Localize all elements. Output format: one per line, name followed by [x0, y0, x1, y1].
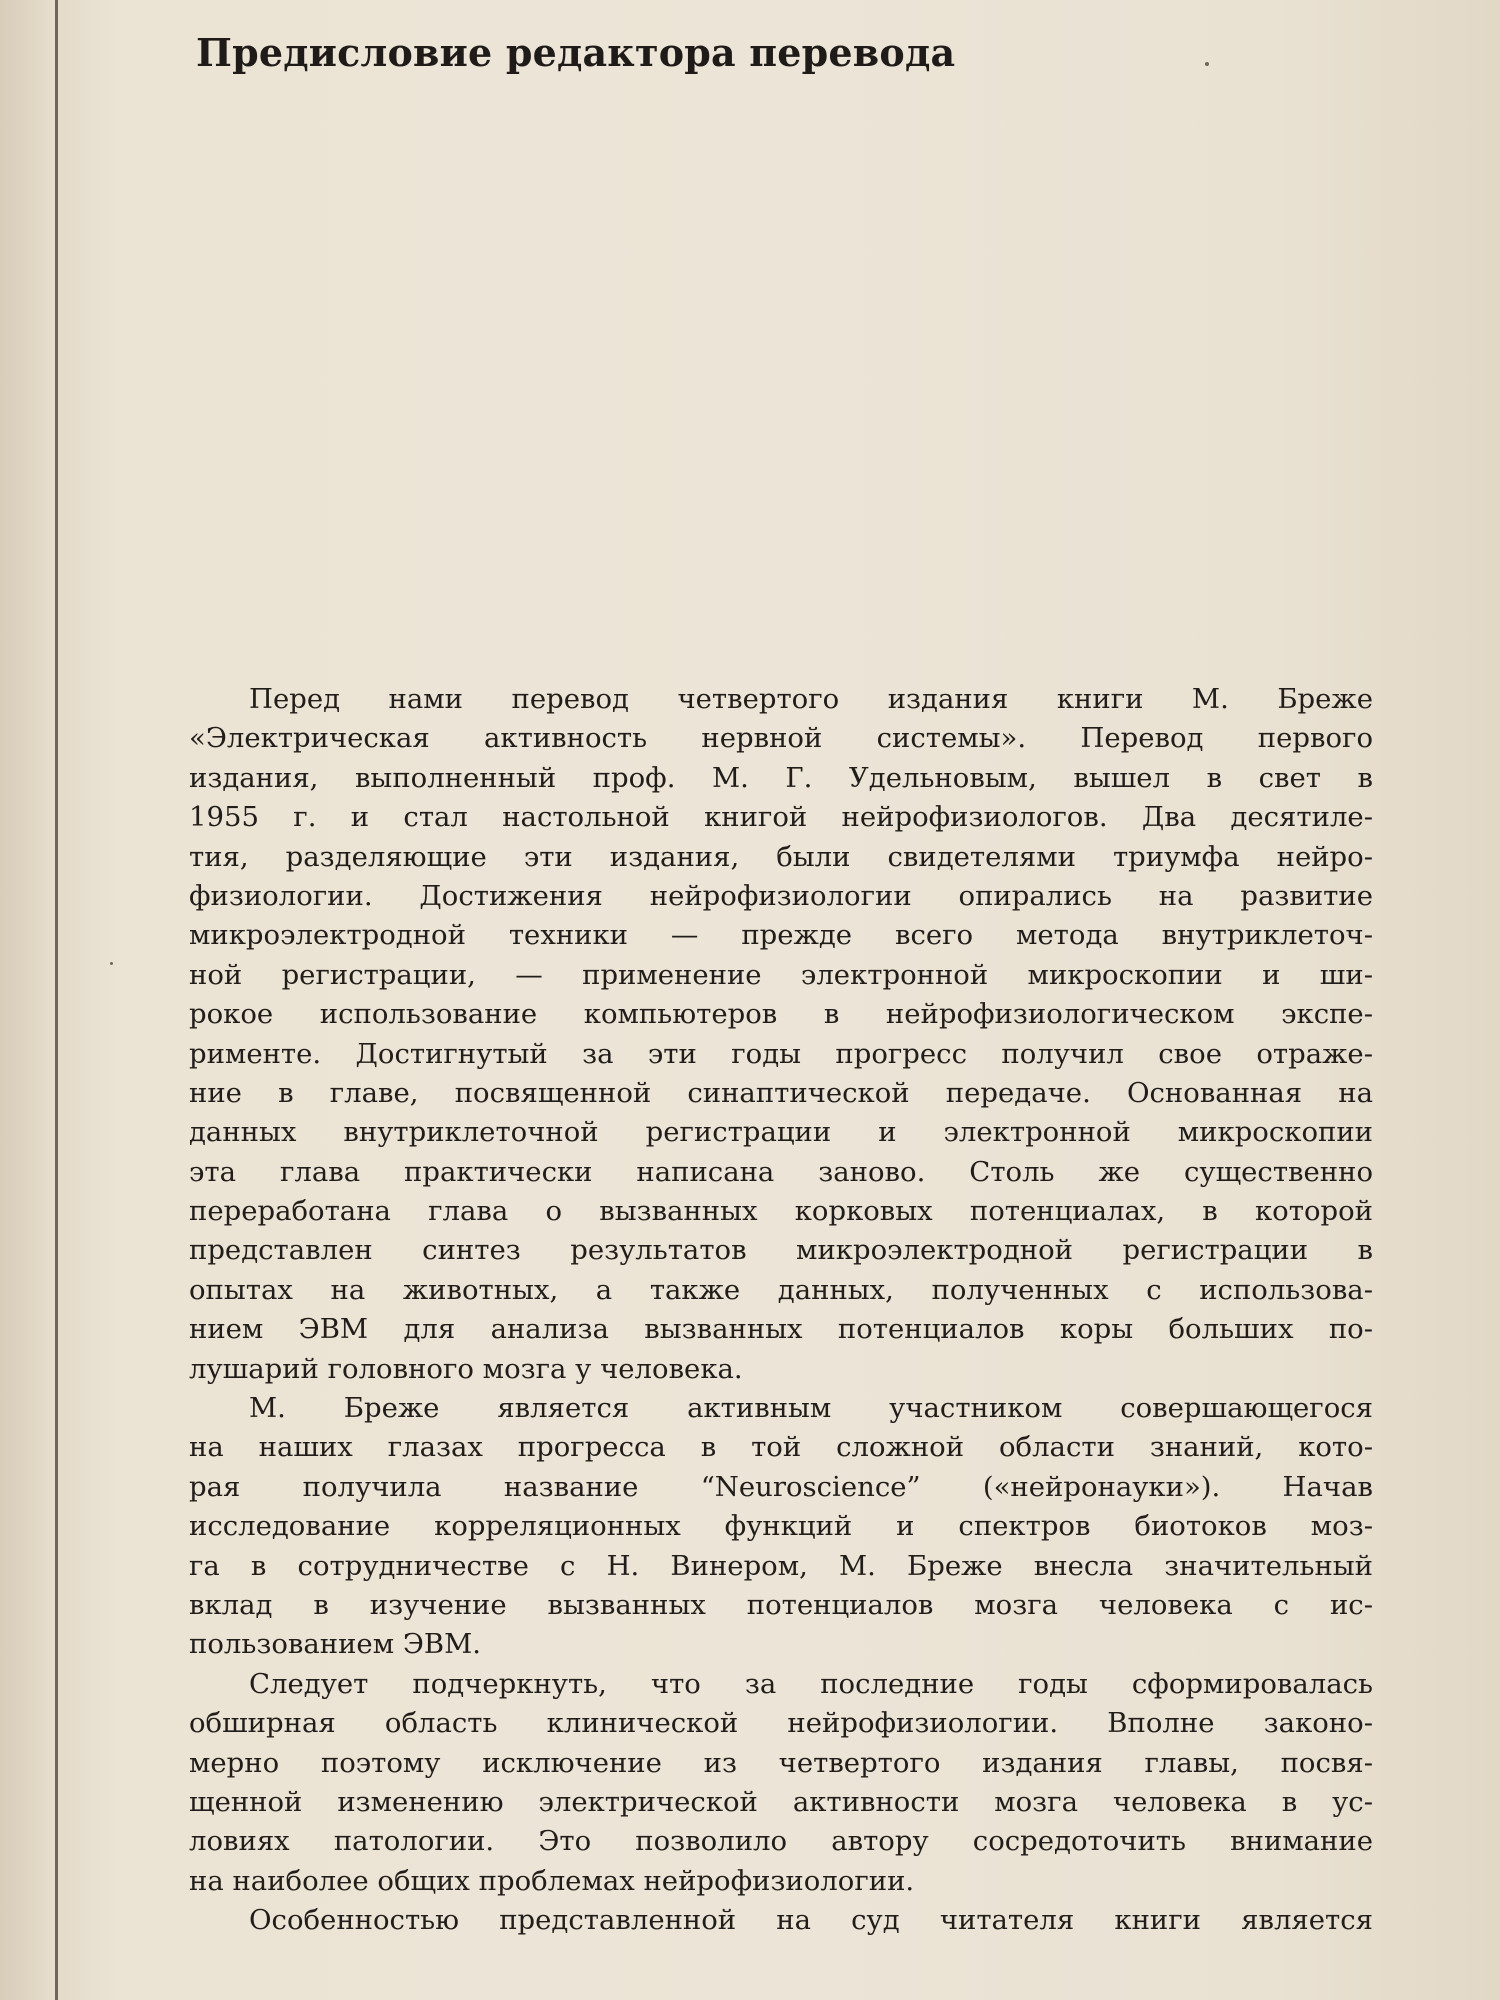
text-line: га в сотрудничестве с Н. Винером, М. Бреже внесла значительный — [189, 1549, 1373, 1582]
text-line: обширная область клинической нейрофизиологии. Вполне законо- — [189, 1707, 1373, 1740]
text-line: тия, разделяющие эти издания, были свидетелями триумфа нейро- — [189, 840, 1373, 873]
body-text — [189, 680, 1373, 1941]
paragraph — [189, 1389, 1373, 1665]
text-line: мерно поэтому исключение из четвертого издания главы, посвя- — [189, 1746, 1373, 1779]
paragraph — [189, 1901, 1373, 1940]
paragraph — [189, 1665, 1373, 1901]
text-line: ловиях патологии. Это позволило автору сосредоточить внимание — [189, 1825, 1373, 1858]
text-line: рая получила название “Neuroscience” («нейронауки»). Начав — [189, 1470, 1373, 1503]
text-line: опытах на животных, а также данных, полученных с использова- — [189, 1273, 1373, 1306]
text-line: исследование корреляционных функций и спектров биотоков моз- — [189, 1510, 1373, 1543]
text-line: данных внутриклеточной регистрации и электронной микроскопии — [189, 1116, 1373, 1149]
text-line: рокое использование компьютеров в нейрофизиологическом экспе- — [189, 998, 1373, 1031]
text-line: на наших глазах прогресса в той сложной области знаний, кото- — [189, 1431, 1373, 1464]
text-line: представлен синтез результатов микроэлектродной регистрации в — [189, 1234, 1373, 1267]
text-line: рименте. Достигнутый за эти годы прогресс получил свое отраже- — [189, 1037, 1373, 1070]
text-line: на наиболее общих проблемах нейрофизиологии. — [189, 1864, 915, 1897]
text-line: эта глава практически написана заново. Столь же существенно — [189, 1155, 1373, 1188]
text-line: переработана глава о вызванных корковых потенциалах, в которой — [189, 1195, 1373, 1228]
paper-speck — [110, 962, 113, 965]
paper-speck — [1205, 62, 1209, 66]
text-line: вклад в изучение вызванных потенциалов мозга человека с ис- — [189, 1588, 1373, 1621]
text-line: М. Бреже является активным участником совершающегося — [249, 1392, 1373, 1425]
text-line: 1955 г. и стал настольной книгой нейрофизиологов. Два десятиле- — [189, 801, 1373, 834]
binding-line — [55, 0, 58, 2000]
text-line: лушарий головного мозга у человека. — [189, 1352, 743, 1385]
text-line: микроэлектродной техники — прежде всего метода внутриклеточ- — [189, 919, 1373, 952]
text-line: ной регистрации, — применение электронной микроскопии и ши- — [189, 958, 1373, 991]
text-line: нием ЭВМ для анализа вызванных потенциалов коры больших по- — [189, 1313, 1373, 1346]
text-line: Особенностью представленной на суд читателя книги является — [249, 1904, 1373, 1937]
text-line: щенной изменению электрической активности мозга человека в ус- — [189, 1785, 1373, 1818]
page-heading: Предисловие редактора перевода — [196, 30, 956, 75]
text-line: ние в главе, посвященной синаптической передаче. Основанная на — [189, 1076, 1373, 1109]
page-binding-edge — [0, 0, 56, 2000]
text-line: Следует подчеркнуть, что за последние годы сформировалась — [249, 1667, 1373, 1700]
text-line: издания, выполненный проф. М. Г. Удельновым, вышел в свет в — [189, 761, 1373, 794]
text-line: физиологии. Достижения нейрофизиологии опирались на развитие — [189, 879, 1373, 912]
text-line: Перед нами перевод четвертого издания книги М. Бреже — [249, 683, 1373, 715]
text-line: пользованием ЭВМ. — [189, 1628, 481, 1661]
paragraph — [189, 680, 1373, 1389]
text-line: «Электрическая активность нервной системы». Перевод первого — [189, 722, 1373, 755]
